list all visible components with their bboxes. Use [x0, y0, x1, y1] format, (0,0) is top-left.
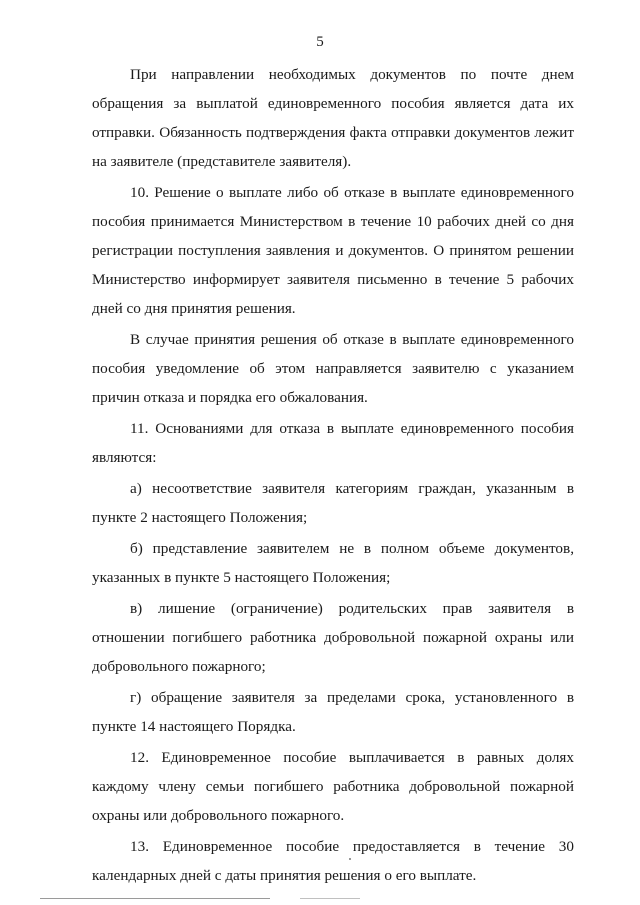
paragraph-item-13: 13. Единовременное пособие предоставляется в течение 30 календарных дней с даты принятия решения о его выплате. — [92, 838, 574, 884]
paragraph-item-11-b: б) представление заявителем не в полном объеме документов, указанных в пункте 5 настоящего Положения; — [92, 540, 574, 586]
paragraph-item-11-d: г) обращение заявителя за пределами срока, установленного в пункте 14 настоящего Порядка. — [92, 689, 574, 735]
paragraph-item-11: 11. Основаниями для отказа в выплате единовременного пособия являются: — [92, 420, 574, 466]
page-number: 5 — [316, 34, 324, 50]
paragraph-refusal-notice: В случае принятия решения об отказе в выплате единовременного пособия уведомление об этом направляется заявителю с указанием причин отказа и порядка его обжалования. — [92, 331, 574, 406]
paragraph-item-10: 10. Решение о выплате либо об отказе в выплате единовременного пособия принимается Министерством в течение 10 рабочих дней со дня регистрации поступления заявления и документов. О принятом решении Министерство информирует заявителя письменно в течение 5 рабочих дней со дня принятия решения. — [92, 184, 574, 317]
paragraph-mail-submission: При направлении необходимых документов по почте днем обращения за выплатой единовременного пособия является дата их отправки. Обязанность подтверждения факта отправки документов лежит на заявителе (представителе заявителя). — [92, 66, 574, 170]
scan-artifact-line — [300, 898, 360, 899]
paragraph-item-11-a: а) несоответствие заявителя категориям граждан, указанным в пункте 2 настоящего Положения; — [92, 480, 574, 526]
scan-artifact-line — [40, 898, 270, 899]
scan-artifact-dot — [349, 858, 351, 860]
paragraph-item-11-c: в) лишение (ограничение) родительских прав заявителя в отношении погибшего работника добровольной пожарной охраны или добровольного пожарного; — [92, 600, 574, 675]
document-body — [92, 60, 574, 890]
paragraph-item-12: 12. Единовременное пособие выплачивается в равных долях каждому члену семьи погибшего работника добровольной пожарной охраны или добровольного пожарного. — [92, 749, 574, 824]
